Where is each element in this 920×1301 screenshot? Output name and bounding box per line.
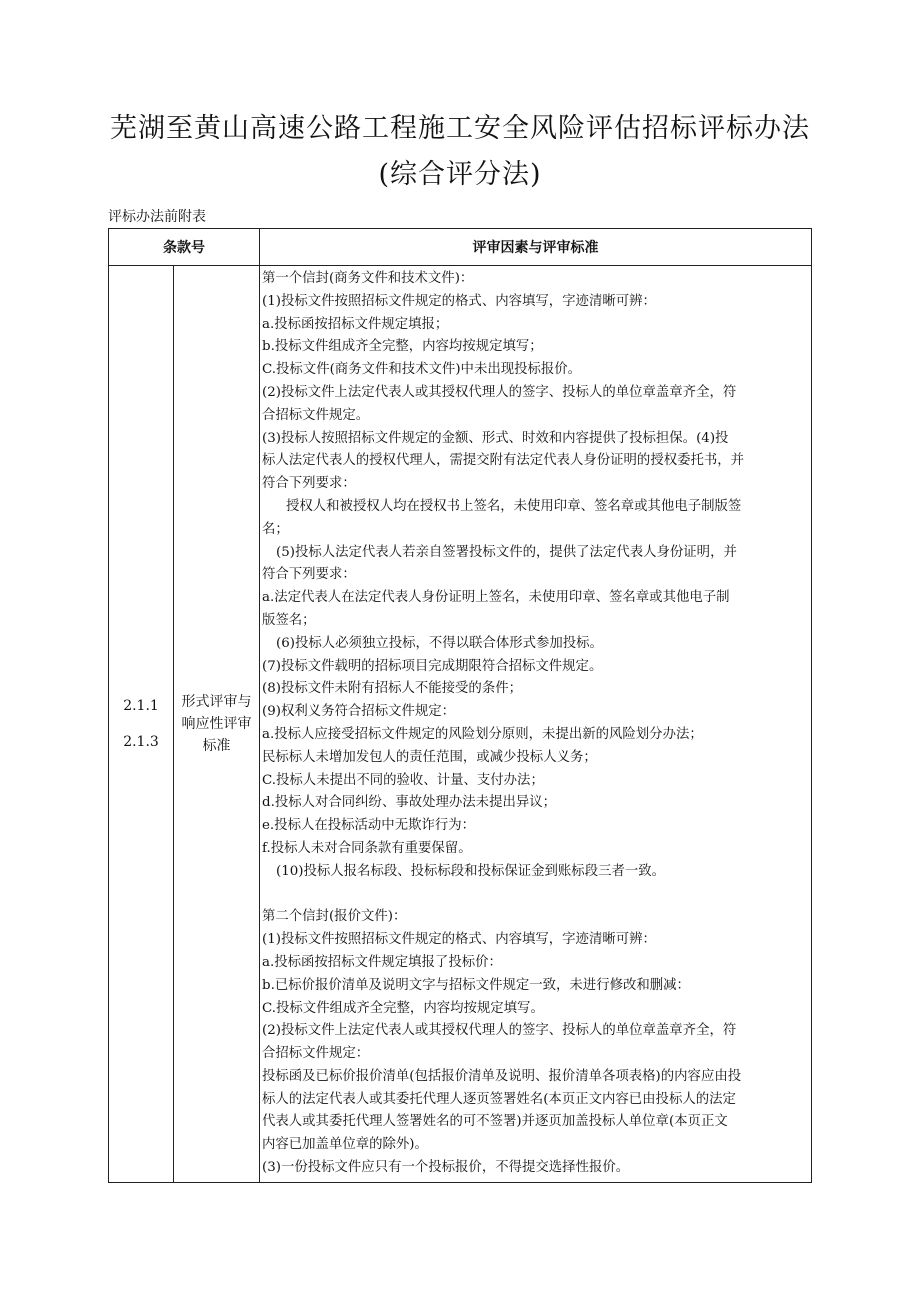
clause-number-cell — [109, 266, 174, 1183]
table-row — [109, 266, 812, 1183]
header-clause-no: 条款号 — [109, 229, 260, 266]
criteria-line: (3)一份投标文件应只有一个投标报价，不得提交选择性报价。 — [262, 1160, 630, 1176]
clause-number-1: 2.1.1 — [123, 697, 159, 714]
criteria-line: (2)投标文件上法定代表人或其授权代理人的签字、投标人的单位章盖章齐全，符 — [262, 384, 737, 400]
criteria-line: a.投标人应接受招标文件规定的风险划分原则，未提出新的风险划分办法； — [262, 726, 703, 742]
criteria-line: 符合下列要求： — [262, 567, 356, 583]
criteria-line: (2)投标文件上法定代表人或其授权代理人的签字、投标人的单位章盖章齐全，符 — [262, 1023, 737, 1039]
evaluation-table — [108, 228, 812, 1183]
criteria-line: b.投标文件组成齐全完整，内容均按规定填写； — [262, 339, 543, 355]
criteria-line: e.投标人在投标活动中无欺诈行为： — [262, 818, 476, 834]
clause-number-2: 2.1.3 — [123, 733, 159, 750]
criteria-content-cell — [260, 266, 812, 1183]
table-header-row — [109, 229, 812, 266]
header-criteria: 评审因素与评审标准 — [260, 229, 812, 266]
criteria-line: 投标函及已标价报价清单(包括报价清单及说明、报价清单各项表格)的内容应由投 — [262, 1068, 742, 1084]
criteria-line: C.投标文件组成齐全完整，内容均按规定填写。 — [262, 1000, 544, 1016]
criteria-line: (1)投标文件按照招标文件规定的格式、内容填写，字迹清晰可辨： — [262, 293, 656, 309]
criteria-line: 第二个信封(报价文件)： — [262, 909, 407, 925]
criteria-line: 符合下列要求： — [262, 476, 356, 492]
criteria-line: a.投标函按招标文件规定填报； — [262, 316, 449, 332]
criteria-line: 代表人或其委托代理人签署姓名的可不签署)并逐页加盖投标人单位章(本页正文 — [262, 1114, 728, 1130]
criteria-line: a.法定代表人在法定代表人身份证明上签名，未使用印章、签名章或其他电子制 — [262, 590, 730, 606]
criteria-line: 版签名； — [262, 612, 316, 628]
review-factor-line: 形式评审与 — [181, 693, 252, 710]
criteria-line: (9)权利义务符合招标文件规定： — [262, 704, 456, 720]
criteria-line: (8)投标文件未附有招标人不能接受的条件； — [262, 681, 522, 697]
review-factor-line: 标准 — [202, 737, 231, 754]
criteria-line: (5)投标人法定代表人若亲自签署投标文件的，提供了法定代表人身份证明，并 — [276, 544, 737, 560]
criteria-line: 标人法定代表人的授权代理人，需提交附有法定代表人身份证明的授权委托书，并 — [262, 453, 745, 469]
criteria-line: d.投标人对合同纠纷、事故处理办法未提出异议； — [262, 795, 557, 811]
criteria-line: (7)投标文件载明的招标项目完成期限符合招标文件规定。 — [262, 658, 603, 674]
criteria-line: 授权人和被授权人均在授权书上签名，未使用印章、签名章或其他电子制版签 — [286, 498, 742, 514]
review-factor-cell — [174, 266, 260, 1183]
blank-line — [262, 884, 811, 907]
review-factor-line: 响应性评审 — [181, 715, 252, 732]
criteria-line: a.投标函按招标文件规定填报了投标价： — [262, 954, 502, 970]
criteria-line: (6)投标人必须独立投标，不得以联合体形式参加投标。 — [276, 635, 603, 651]
criteria-line: 民标标人未增加发包人的责任范围，或减少投标人义务； — [262, 749, 597, 765]
criteria-line: (1)投标文件按照招标文件规定的格式、内容填写，字迹清晰可辨： — [262, 932, 656, 948]
document-title: 芜湖至黄山高速公路工程施工安全风险评估招标评标办法 — [110, 113, 810, 144]
document-subtitle: (综合评分法) — [378, 159, 542, 190]
criteria-line: f.投标人未对合同条款有重要保留。 — [262, 840, 472, 856]
criteria-line: 标人的法定代表人或其委托代理人逐页签署姓名(本页正文内容已由投标人的法定 — [262, 1091, 736, 1107]
criteria-line: 第一个信封(商务文件和技术文件)： — [262, 271, 474, 286]
criteria-line: 合招标文件规定： — [262, 1046, 370, 1062]
criteria-line: b.已标价报价清单及说明文字与招标文件规定一致，未进行修改和删减： — [262, 977, 690, 993]
criteria-line: C.投标文件(商务文件和技术文件)中未出现投标报价。 — [262, 362, 582, 378]
criteria-line: (3)投标人按照招标文件规定的金额、形式、时效和内容提供了投标担保。(4)投 — [262, 430, 729, 446]
criteria-line: 名； — [262, 521, 289, 537]
criteria-line: C.投标人未提出不同的验收、计量、支付办法； — [262, 772, 544, 788]
criteria-line: 内容已加盖单位章的除外)。 — [262, 1137, 428, 1153]
table-caption: 评标办法前附表 — [108, 209, 206, 225]
criteria-line: 合招标文件规定。 — [262, 407, 370, 423]
criteria-line: (10)投标人报名标段、投标标段和投标保证金到账标段三者一致。 — [276, 863, 666, 879]
